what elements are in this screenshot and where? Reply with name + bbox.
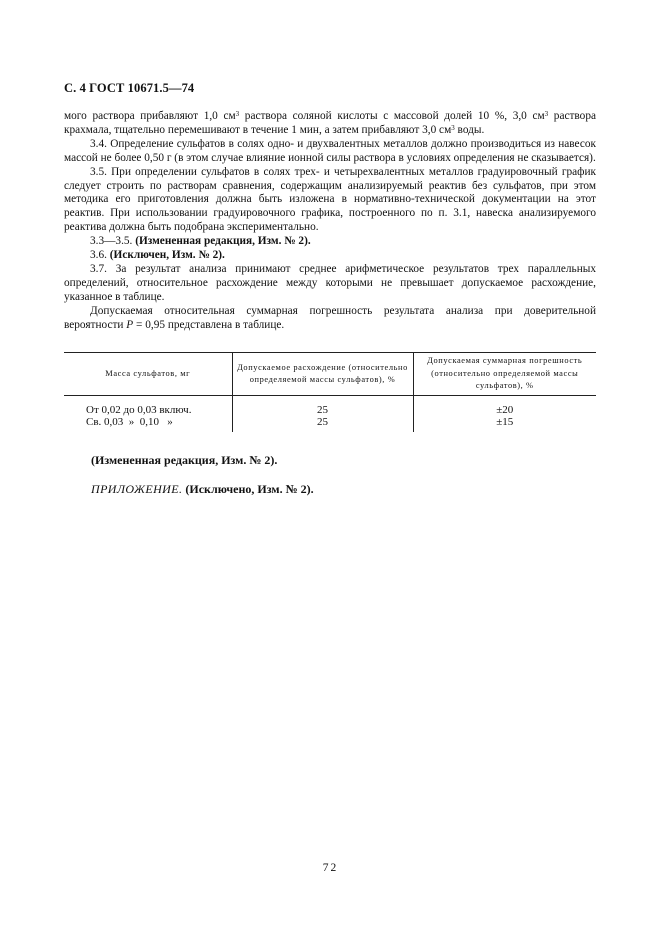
paragraph-error: Допускаемая относительная суммарная погрешность результата анализа при доверительной вероятности P = 0,95 представлена в таблице. bbox=[64, 304, 596, 331]
appendix-note: ПРИЛОЖЕНИЕ. (Исключено, Изм. № 2). bbox=[91, 482, 314, 496]
amendment-note: (Измененная редакция, Изм. № 2). bbox=[91, 453, 278, 467]
column-header: Допускаемое расхождение (относительно определяемой массы сульфатов), % bbox=[232, 353, 413, 396]
table-cell: От 0,02 до 0,03 включ. bbox=[86, 404, 192, 416]
paragraph-amendment-3-3-3-5: 3.3—3.5. (Измененная редакция, Изм. № 2). bbox=[90, 235, 311, 248]
table-header-row bbox=[64, 353, 596, 396]
column-header: Допускаемая суммарная погрешность (относительно определяемой массы сульфатов), % bbox=[413, 353, 596, 396]
table-cell: 25 bbox=[232, 396, 413, 417]
column-header: Масса сульфатов, мг bbox=[64, 353, 232, 396]
table-cell: Св. 0,03 » 0,10 » bbox=[86, 416, 173, 428]
table-cell: 25 bbox=[232, 416, 413, 432]
body-text bbox=[64, 110, 596, 333]
paragraph-3-4: 3.4. Определение сульфатов в солях одно- и двухвалентных металлов должно производиться из навесок массой не более 0,50 г (в этом случае влияние ионной силы раствора в условиях определения не сказывается). bbox=[64, 137, 596, 164]
table-row bbox=[64, 416, 596, 432]
table-row bbox=[64, 396, 596, 417]
paragraph-3-6: 3.6. (Исключен, Изм. № 2). bbox=[90, 249, 225, 262]
page-header: С. 4 ГОСТ 10671.5—74 bbox=[64, 81, 195, 95]
table-cell: ±15 bbox=[413, 416, 596, 432]
tolerance-table bbox=[64, 352, 596, 432]
paragraph-3-7: 3.7. За результат анализа принимают среднее арифметическое результатов трех параллельных определений, относительное расхождение между которыми не превышает допускаемое расхождение, указанное в таблице. bbox=[64, 262, 596, 303]
paragraph-continuation: мого раствора прибавляют 1,0 $см^3$ раствора соляной кислоты с массовой долей 10 %, 3,0 $см^3$ раствора крахмала, тщательно перемешивают в течение 1 мин, а затем прибавляют 3,0 $см^3$ воды. bbox=[64, 110, 596, 136]
table-cell: ±20 bbox=[413, 396, 596, 417]
paragraph-3-5: 3.5. При определении сульфатов в солях трех- и четырехвалентных металлов градуировочный график следует строить по растворам сравнения, содержащим анализируемый реактив без сульфатов, при этом методика его приготовления должна быть изложена в нормативно-технической документации на этот реактив. При использовании градуировочного графика, построенного по п. 3.1, навеска анализируемого реактива должна быть подобрана экспериментально. bbox=[64, 165, 596, 234]
page-number: 72 bbox=[322, 862, 339, 874]
